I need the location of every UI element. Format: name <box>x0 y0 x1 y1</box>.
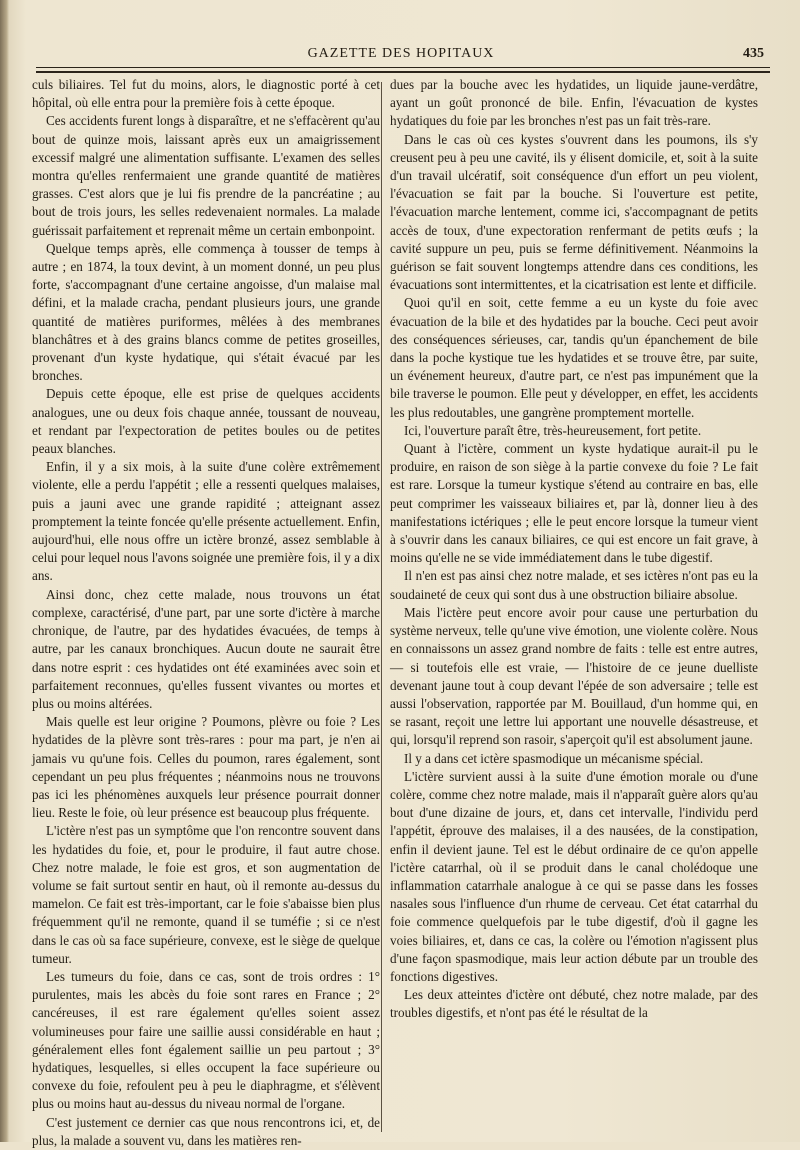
right-column <box>390 76 758 1023</box>
binding-edge <box>0 0 9 1142</box>
paragraph: Enfin, il y a six mois, à la suite d'une colère extrêmement violente, elle a perdu l'appétit ; elle a ressenti quelques malaises, puis a jauni avec une grande rapidité ; atteignant assez promptement la teinte foncée qu'elle présente actuellement. Enfin, aujourd'hui, elle nous offre un ictère bronzé, assez semblable à celui pour lequel nous l'avons soignée une première fois, il y a dix ans. <box>32 459 380 584</box>
paragraph: culs biliaires. Tel fut du moins, alors, le diagnostic porté à cet hôpital, où elle entra pour la première fois à cette époque. <box>32 77 380 111</box>
header-rule-thick <box>36 71 770 73</box>
paragraph: L'ictère survient aussi à la suite d'une émotion morale ou d'une colère, comme chez notre malade, mais il n'apparaît guère alors qu'au bout d'une dizaine de jours, et, dans cet intervalle, l'individu perd l'appétit, éprouve des malaises, il a des nausées, de la constipation, enfin il devient jaune. Tel est le début ordinaire de ce qu'on appelle l'ictère catarrhal, où il se produit dans le canal cholédoque une inflammation catarrhale analogue à ce qui se passe dans les fosses nasales sous l'influence d'un rhume de cerveau. Cet état catarrhal du foie commence quelquefois par le tube digestif, d'où il gagne les voies biliaires, et, dans ce cas, la colère ou l'émotion n'agissent plus d'une façon spasmodique, mais leur action débute par un trouble des fonctions digestives. <box>390 768 758 984</box>
paragraph: Ici, l'ouverture paraît être, très-heureusement, fort petite. <box>404 422 702 438</box>
column-divider <box>381 82 382 1132</box>
paragraph: Mais quelle est leur origine ? Poumons, plèvre ou foie ? Les hydatides de la plèvre sont très-rares : pour ma part, je n'en ai jamais vu qu'une fois. Celles du poumon, rares également, sont cependant un peu plus fréquentes ; néanmoins nous ne trouvons pas ici les phénomènes auxquels leur présence pourrait donner lieu. Reste le foie, où leur présence est beaucoup plus fréquente. <box>32 714 380 821</box>
paragraph: Mais l'ictère peut encore avoir pour cause une perturbation du système nerveux, telle qu'une vive émotion, une violente colère. Nous en connaissons un assez grand nombre de faits : telle est entre autres, — si toutefois elle est vraie, — l'histoire de ce jeune duelliste devenant jaune tout à coup devant l'épée de son adversaire ; telle est aussi l'observation, rapportée par M. Bouillaud, d'un homme qui, en se rasant, reçoit une lettre lui apportant une nouvelle désastreuse, et qui, lorsqu'il reprend son rasoir, s'aperçoit qu'il est absolument jaune. <box>390 604 759 748</box>
paragraph: Les deux atteintes d'ictère ont débuté, chez notre malade, par des troubles digestifs, et n'ont pas été le résultat de la <box>390 987 758 1021</box>
journal-title: GAZETTE DES HOPITAUX <box>307 46 495 61</box>
paragraph: Ainsi donc, chez cette malade, nous trouvons un état complexe, caractérisé, d'une part, par une sorte d'ictère à marche chronique, de l'autre, par des hydatides évacuées, de temps à autre, par les canaux bronchiques. Aucun doute ne saurait être dans notre esprit : ces hydatides ont été examinées avec soin et parfaitement reconnues, qu'elles fussent vivantes ou mortes et plus ou moins altérées. <box>32 586 380 711</box>
running-header <box>36 42 766 62</box>
paragraph: Quant à l'ictère, comment un kyste hydatique aurait-il pu le produire, en raison de son siège à la partie convexe du foie ? Le fait est rare. Lorsque la tumeur kystique s'étend au contraire en bas, elle peut comprimer les vaisseaux biliaires et, par là, donner lieu à des manifestations ictériques ; elle le peut encore lorsque la tumeur vient à s'ouvrir dans les canaux biliaires, ce qui est encore un fait grave, à moins qu'elle ne se vide immédiatement dans le tube digestif. <box>390 441 758 566</box>
paragraph: Depuis cette époque, elle est prise de quelques accidents analogues, une ou deux fois chaque année, toussant de nouveau, et rendant par l'expectoration de petites boules ou de petites peaux blanches. <box>32 386 380 457</box>
page-number: 435 <box>743 46 764 61</box>
paragraph: Il n'en est pas ainsi chez notre malade, et ses ictères n'ont pas eu la soudaineté de ceux qui sont dus à une obstruction biliaire absolue. <box>390 568 758 602</box>
header-rule <box>36 67 770 68</box>
paragraph: Quoi qu'il en soit, cette femme a eu un kyste du foie avec évacuation de la bile et des hydatides par la bouche. Ceci peut avoir des conséquences sérieuses, car, tandis qu'un épanchement de bile dans la poche kystique tue les hydatides et se trouve être, par suite, un événement heureux, d'autre part, ce n'est pas impunément que la bile traverse le poumon. Elle peut y développer, en effet, les accidents les plus redoutables, une gangrène promptement mortelle. <box>390 295 758 420</box>
paragraph: Il y a dans cet ictère spasmodique un mécanisme spécial. <box>404 750 704 766</box>
left-column <box>32 76 380 1150</box>
paragraph: C'est justement ce dernier cas que nous rencontrons ici, et, de plus, la malade a souvent vu, dans les matières ren- <box>32 1114 380 1148</box>
paragraph: Ces accidents furent longs à disparaître, et ne s'effacèrent qu'au bout de quinze mois, laissant après eux un amaigrissement excessif malgré une alimentation suffisante. L'examen des selles montra qu'elles renfermaient une grande quantité de matières grasses. C'est alors que je lui fis prendre de la pancréatine ; au bout de trois jours, les selles redevenaient normales. La malade guérissait parfaitement et reprenait même un certain embonpoint. <box>32 113 380 238</box>
paragraph: L'ictère n'est pas un symptôme que l'on rencontre souvent dans les hydatides du foie, et, pour le produire, il faut autre chose. Chez notre malade, le foie est gros, et son augmentation de volume se fait surtout sentir en haut, où il remonte au-dessus du mamelon. Ce fait est très-important, car le foie s'abaisse bien plus fréquemment qu'il ne remonte, quand il se tuméfie ; si ce n'est dans le cas où sa face supérieure, convexe, est le siège de quelque tumeur. <box>32 823 380 966</box>
paragraph: Les tumeurs du foie, dans ce cas, sont de trois ordres : 1° purulentes, mais les abcès du foie sont rares en France ; 2° cancéreuses, il est rare également qu'elles soient assez volumineuses pour faire une saillie aussi considérable en haut ; généralement elles font également saillie un peu partout ; 3° hydatiques, lesquelles, si elles occupent la face supérieure ou convexe du foie, refoulent peu à peu le diaphragme, et s'élèvent plus ou moins haut au-dessus du niveau normal de l'organe. <box>32 968 380 1112</box>
paragraph: Quelque temps après, elle commença à tousser de temps à autre ; en 1874, la toux devint, à un moment donné, un peu plus forte, s'accompagnant d'une certaine angoisse, d'un malaise mal défini, et la malade cracha, pendant plusieurs jours, une grande quantité de matières puriformes, mêlées à des membranes blanchâtres et à des grains blancs comme de petites groseilles, provenant d'un kyste hydatique, qui s'était évacué par les bronches. <box>32 240 380 384</box>
paragraph: Dans le cas où ces kystes s'ouvrent dans les poumons, ils s'y creusent peu à peu une cavité, ils y élisent domicile, et, soit à la suite d'un travail ulcératif, soit conséquence d'un effort un peu violent, l'évacuation se fait par la bouche. Si l'ouverture est petite, l'évacuation marche lentement, comme ici, s'accompagnant de petits accès de toux, d'une expectoration renfermant de petits œufs ; la cavité suppure un peu, puis se ferme définitivement. Néanmoins la guérison se fait souvent longtemps attendre dans ces conditions, les évacuations sont intermittentes, et la cicatrisation est lente et difficile. <box>390 131 758 293</box>
paragraph: dues par la bouche avec les hydatides, un liquide jaune-verdâtre, ayant un goût prononcé de bile. Enfin, l'évacuation de kystes hydatiques du foie par les bronches n'est pas un fait très-rare. <box>390 77 758 129</box>
